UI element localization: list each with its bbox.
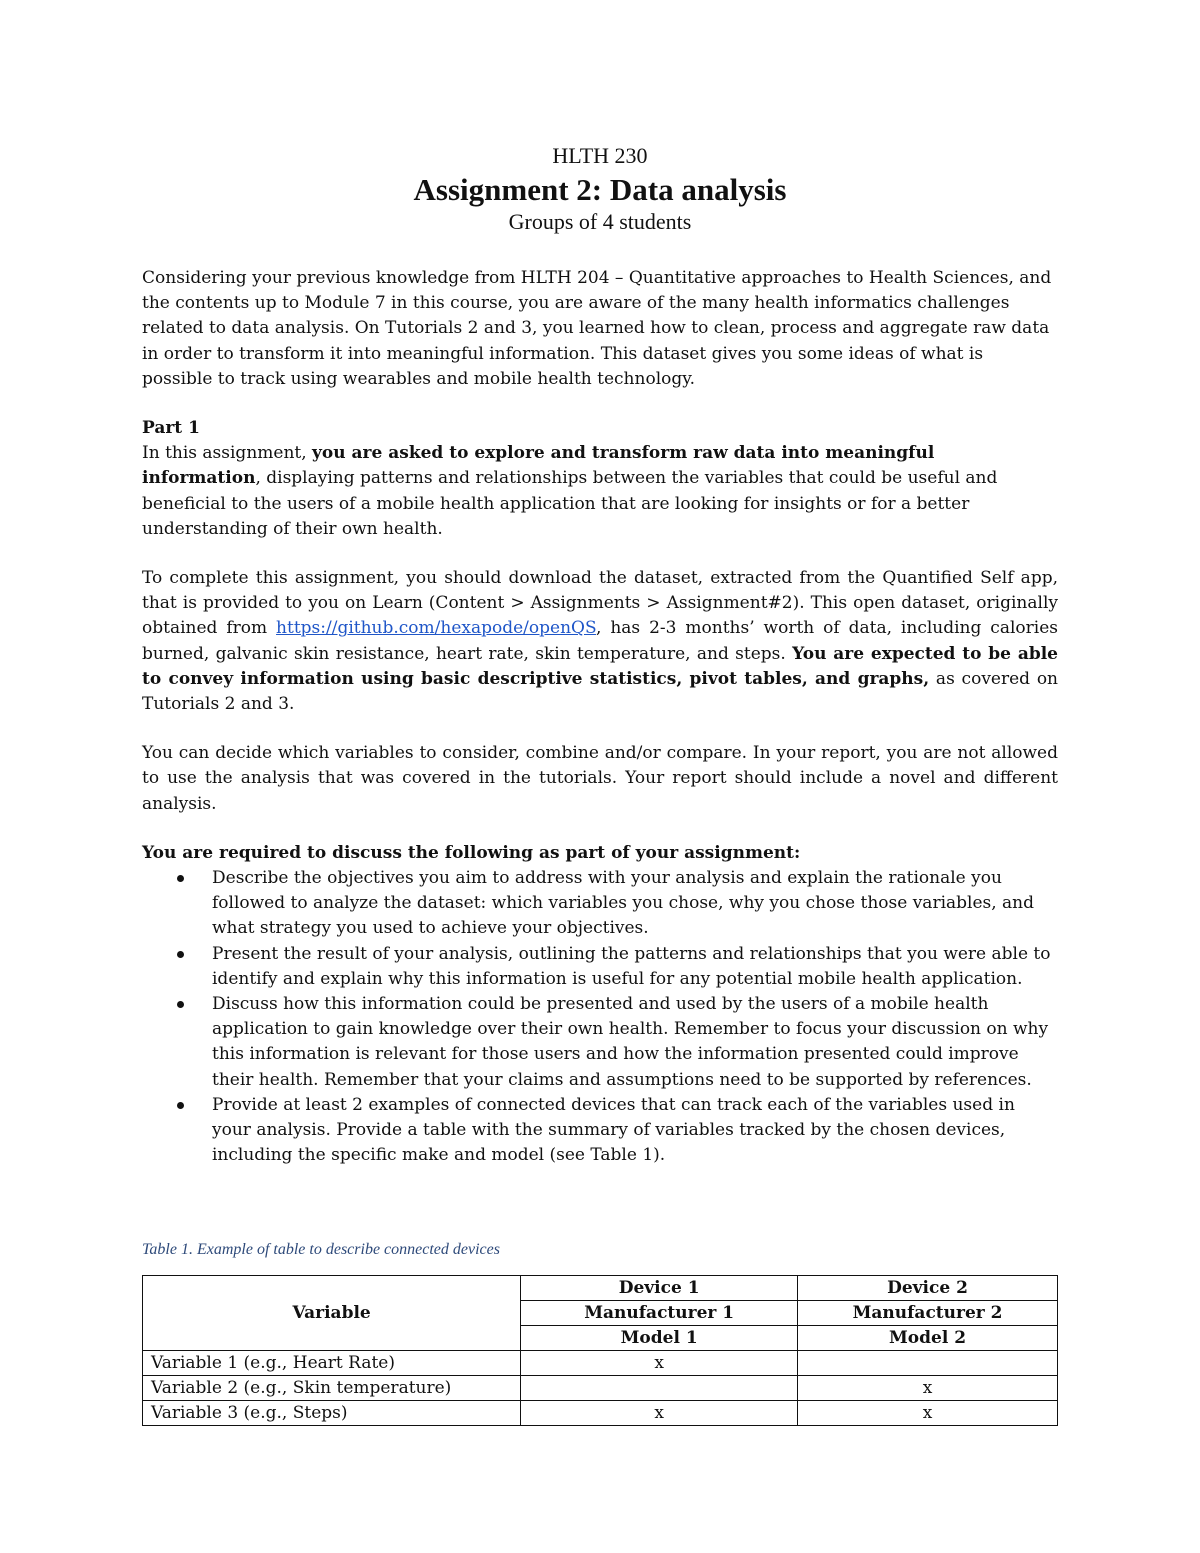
header-manufacturer-1: Manufacturer 1 (521, 1300, 798, 1325)
course-code: HLTH 230 (552, 143, 648, 168)
list-item: Provide at least 2 examples of connected devices that can track each of the variables used in your analysis. Provide a table with the summary of variables tracked by the chosen devices, including the specific make and model (see Table 1). (212, 1093, 1058, 1169)
part1-heading: Part 1 (142, 418, 200, 439)
part1-paragraph-3: You can decide which variables to consider, combine and/or compare. In your report, you are not allowed to use the analysis that was covered in the tutorials. Your report should include a novel and different analysis. (142, 743, 1058, 814)
row-device-1-mark (521, 1375, 798, 1400)
table-row (143, 1350, 1058, 1375)
row-device-2-mark: x (798, 1400, 1058, 1425)
row-variable: Variable 2 (e.g., Skin temperature) (143, 1375, 521, 1400)
row-variable: Variable 3 (e.g., Steps) (143, 1400, 521, 1425)
row-device-2-mark (798, 1350, 1058, 1375)
header-device-2: Device 2 (798, 1275, 1058, 1300)
row-device-2-mark: x (798, 1375, 1058, 1400)
requirements-list (142, 866, 1058, 1168)
header-variable: Variable (143, 1275, 521, 1350)
assignment-subtitle: Groups of 4 students (508, 209, 692, 234)
list-item: Discuss how this information could be presented and used by the users of a mobile health application to gain knowledge over their own health. Remember to focus your discussion on why this information is relevant for those users and how the information presented could improve their health. Remember that your claims and assumptions need to be supported by references. (212, 992, 1058, 1093)
header-device-1: Device 1 (521, 1275, 798, 1300)
devices-table (142, 1275, 1058, 1426)
header-model-1: Model 1 (521, 1325, 798, 1350)
row-device-1-mark: x (521, 1400, 798, 1425)
assignment-title: Assignment 2: Data analysis (413, 172, 787, 207)
document-page (142, 140, 1058, 1426)
list-item: Present the result of your analysis, outlining the patterns and relationships that you were able to identify and explain why this information is useful for any potential mobile health application. (212, 942, 1058, 992)
dataset-link[interactable]: https://github.com/hexapode/openQS (276, 618, 597, 639)
intro-paragraph: Considering your previous knowledge from HLTH 204 – Quantitative approaches to Health Sciences, and the contents up to Module 7 in this course, you are aware of the many health informatics challenges related to data analysis. On Tutorials 2 and 3, you learned how to clean, process and aggregate raw data in order to transform it into meaningful information. This dataset gives you some ideas of what is possible to track using wearables and mobile health technology. (142, 268, 1052, 389)
part1-paragraph-1: In this assignment, you are asked to explore and transform raw data into meaningful information, displaying patterns and relationships between the variables that could be useful and beneficial to the users of a mobile health application that are looking for insights or for a better understanding of their own health. (142, 443, 998, 539)
row-variable: Variable 1 (e.g., Heart Rate) (143, 1350, 521, 1375)
requirements-heading: You are required to discuss the following as part of your assignment: (142, 842, 801, 863)
row-device-1-mark: x (521, 1350, 798, 1375)
table-caption: Table 1. Example of table to describe connected devices (142, 1240, 500, 1258)
header-manufacturer-2: Manufacturer 2 (798, 1300, 1058, 1325)
list-item: Describe the objectives you aim to address with your analysis and explain the rationale you followed to analyze the dataset: which variables you chose, why you chose those variables, and what strategy you used to achieve your objectives. (212, 866, 1058, 942)
table-row (143, 1375, 1058, 1400)
header-model-2: Model 2 (798, 1325, 1058, 1350)
table-row (143, 1400, 1058, 1425)
part1-paragraph-2: To complete this assignment, you should download the dataset, extracted from the Quantified Self app, that is provided to you on Learn (Content > Assignments > Assignment#2). This open dataset, originally obtained from https://github.com/hexapode/openQS, has 2-3 months’ worth of data, including calories burned, galvanic skin resistance, heart rate, skin temperature, and steps. You are expected to be able to convey information using basic descriptive statistics, pivot tables, and graphs, as covered on Tutorials 2 and 3. (142, 568, 1059, 715)
